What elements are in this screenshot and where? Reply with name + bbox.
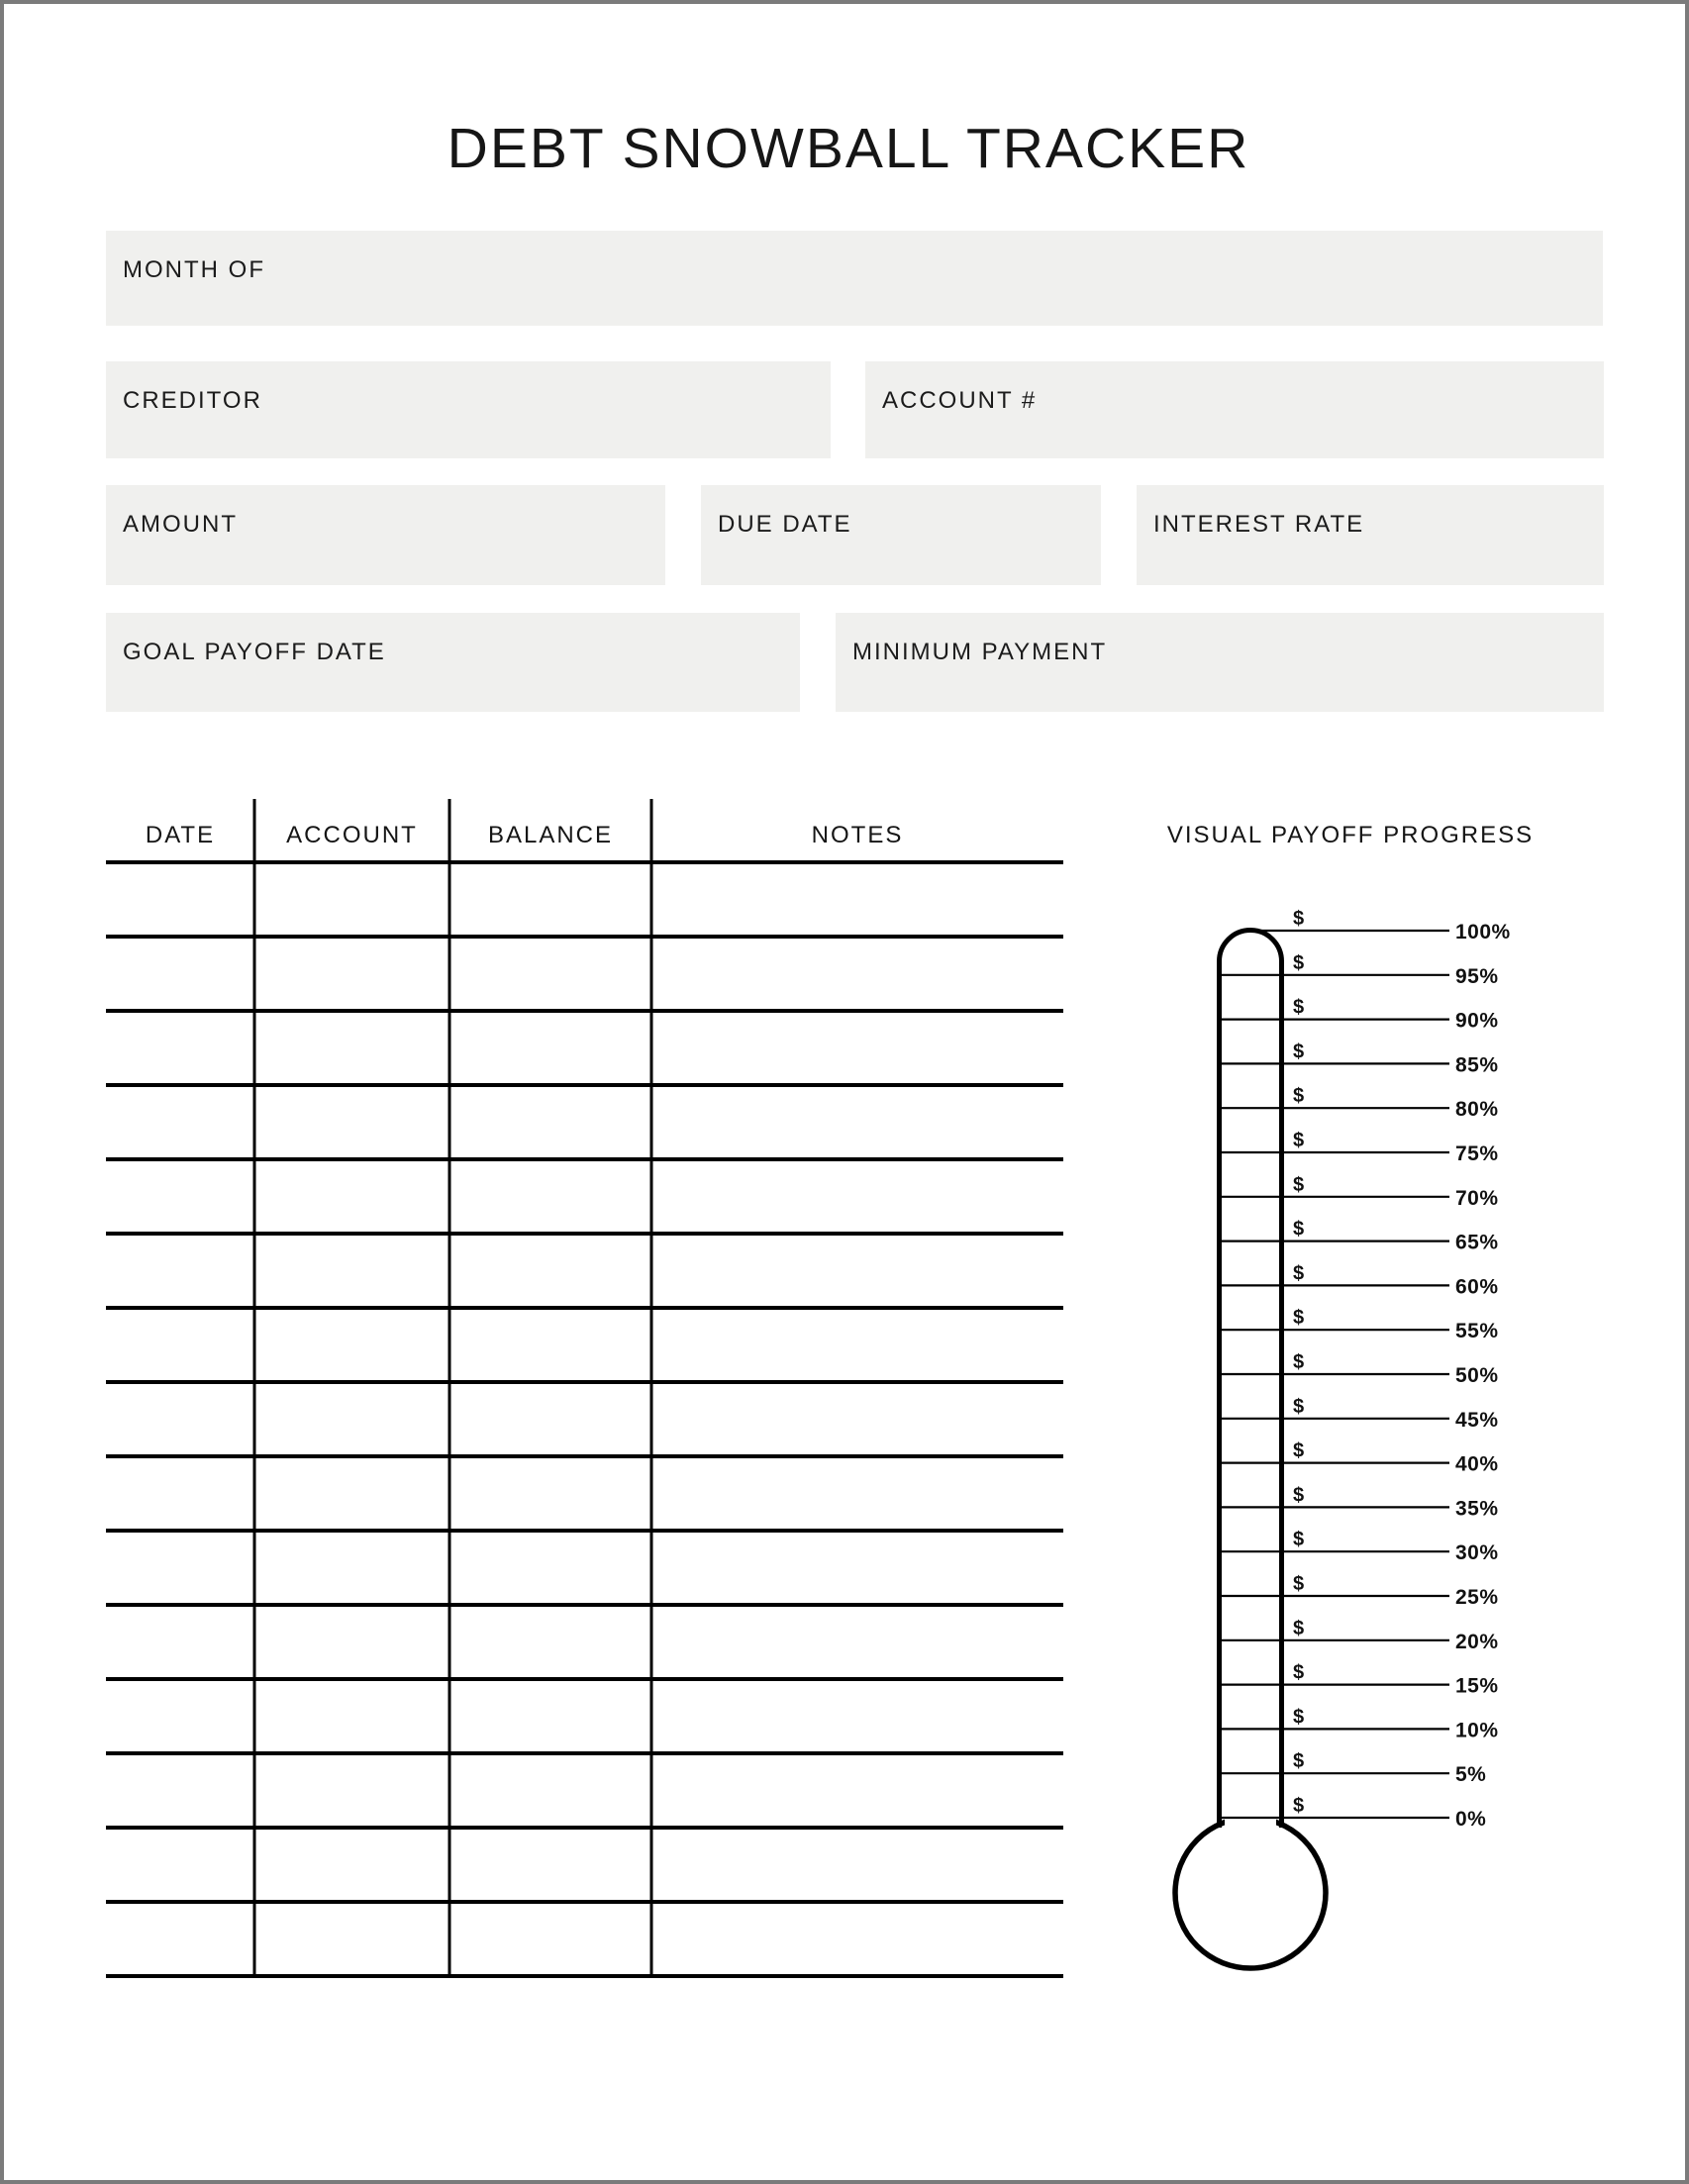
tick-dollar-label: $ (1293, 1085, 1305, 1108)
thermometer-neck-patch (1225, 1810, 1276, 1836)
thermometer-title: VISUAL PAYOFF PROGRESS (1166, 822, 1535, 848)
tick-dollar-label: $ (1293, 1173, 1305, 1196)
tick-percent-label: 70% (1455, 1186, 1499, 1210)
tick-percent-label: 85% (1455, 1053, 1499, 1077)
tick-percent-label: 25% (1455, 1586, 1499, 1609)
thermometer-ticks (1221, 908, 1511, 1831)
tick-dollar-label: $ (1293, 996, 1305, 1019)
tick-percent-label: 45% (1455, 1408, 1499, 1432)
tick-dollar-label: $ (1293, 1617, 1305, 1639)
thermometer-bulb (1175, 1818, 1326, 1968)
tick-percent-label: 90% (1455, 1009, 1499, 1033)
table-header-notes: NOTES (811, 822, 904, 848)
tick-dollar-label: $ (1293, 1750, 1305, 1773)
tick-percent-label: 40% (1455, 1452, 1499, 1476)
tick-dollar-label: $ (1293, 908, 1305, 930)
field-due-date-label: DUE DATE (718, 511, 852, 538)
table-header-account: ACCOUNT (286, 822, 418, 848)
tick-dollar-label: $ (1293, 1351, 1305, 1373)
table-header-date: DATE (145, 822, 216, 848)
tick-dollar-label: $ (1293, 1130, 1305, 1151)
tick-percent-label: 80% (1455, 1098, 1499, 1122)
tick-percent-label: 10% (1455, 1719, 1499, 1742)
tick-percent-label: 60% (1455, 1275, 1499, 1299)
tick-dollar-label: $ (1293, 1395, 1305, 1418)
tick-percent-label: 15% (1455, 1674, 1499, 1698)
tick-percent-label: 50% (1455, 1364, 1499, 1387)
field-goal-payoff-date-label: GOAL PAYOFF DATE (123, 639, 386, 665)
tick-percent-label: 35% (1455, 1497, 1499, 1521)
balance-log-table-grid (106, 799, 1063, 1976)
tick-dollar-label: $ (1293, 1307, 1305, 1330)
tick-percent-label: 20% (1455, 1630, 1499, 1653)
tick-dollar-label: $ (1293, 1262, 1305, 1285)
tick-dollar-label: $ (1293, 1661, 1305, 1684)
field-creditor-label: CREDITOR (123, 387, 262, 414)
tick-dollar-label: $ (1293, 1218, 1305, 1241)
field-amount-label: AMOUNT (123, 511, 238, 538)
tick-dollar-label: $ (1293, 951, 1305, 974)
tick-dollar-label: $ (1293, 1573, 1305, 1595)
tick-percent-label: 30% (1455, 1541, 1499, 1565)
table-header-balance: BALANCE (487, 822, 614, 848)
tick-percent-label: 0% (1455, 1808, 1487, 1831)
tick-dollar-label: $ (1293, 1706, 1305, 1729)
field-month-of-label: MONTH OF (123, 256, 265, 283)
tick-percent-label: 95% (1455, 964, 1499, 988)
field-minimum-payment-label: MINIMUM PAYMENT (852, 639, 1108, 665)
field-account-number-label: ACCOUNT # (882, 387, 1038, 414)
tick-dollar-label: $ (1293, 1484, 1305, 1507)
tick-dollar-label: $ (1293, 1041, 1305, 1063)
field-interest-rate-label: INTEREST RATE (1153, 511, 1365, 538)
tick-percent-label: 5% (1455, 1763, 1487, 1787)
page-title: DEBT SNOWBALL TRACKER (447, 117, 1250, 180)
tick-dollar-label: $ (1293, 1439, 1305, 1462)
payoff-thermometer (1175, 908, 1511, 1968)
tick-percent-label: 55% (1455, 1320, 1499, 1343)
lines-and-thermometer-graphic (4, 4, 1689, 2184)
tick-percent-label: 75% (1455, 1142, 1499, 1165)
tick-dollar-label: $ (1293, 1795, 1305, 1817)
tick-percent-label: 100% (1455, 921, 1511, 943)
tick-dollar-label: $ (1293, 1529, 1305, 1551)
tick-percent-label: 65% (1455, 1231, 1499, 1254)
